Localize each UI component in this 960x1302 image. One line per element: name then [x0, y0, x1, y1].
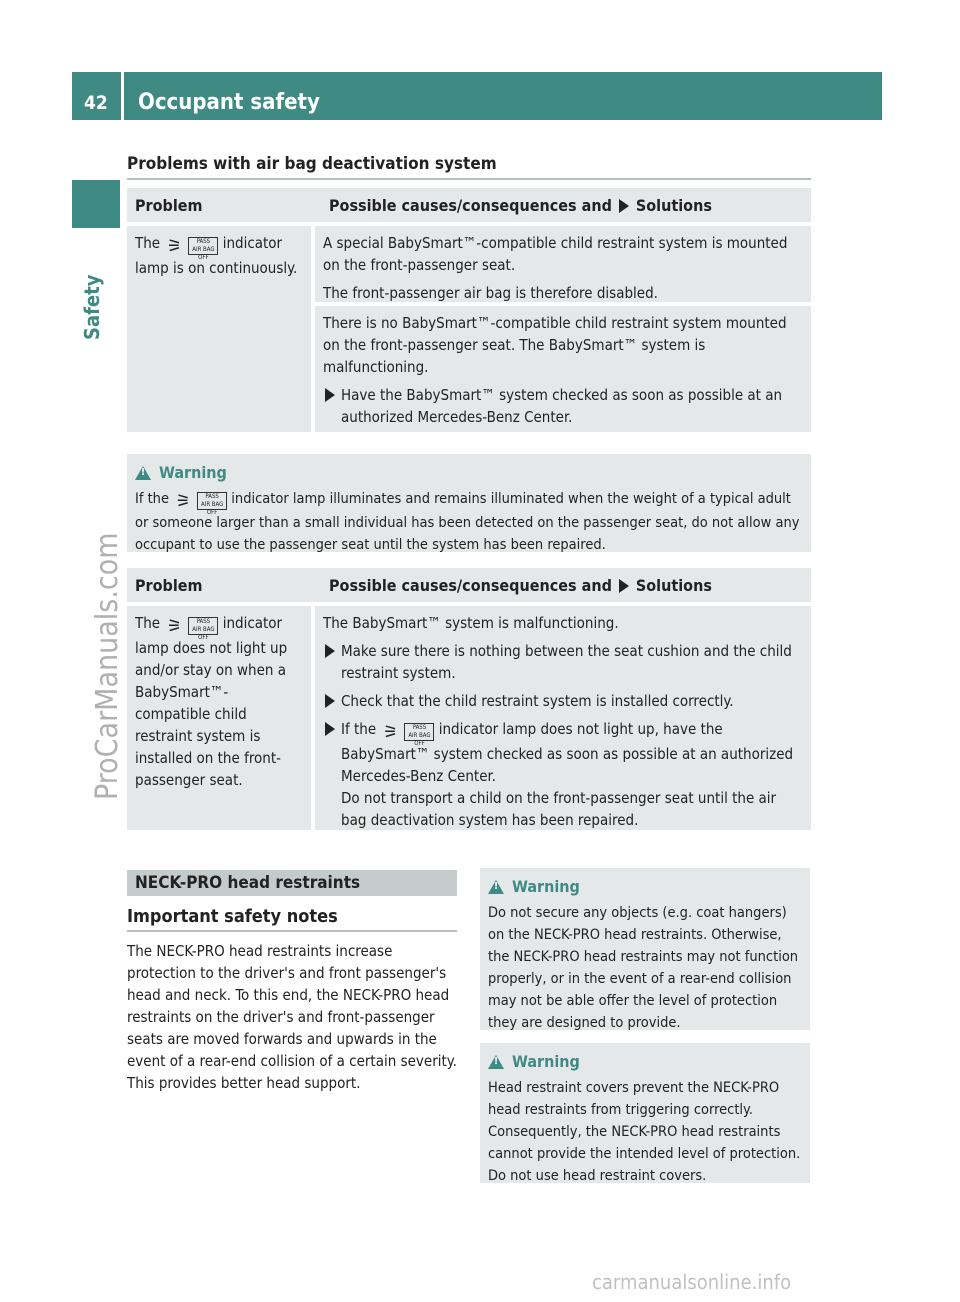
neck-pro-body: The NECK-PRO head restraints increase protection to the driver's and front passenger's head and neck. To this end, the NECK-PRO head restraints on the driver's and front-passenger seats are moved forwards and upwards in the event of a rear-end collision of a certain severity. This provides better head support.	[127, 942, 457, 1092]
problem-prefix: The	[135, 614, 161, 632]
cause-cell	[315, 606, 811, 830]
title-rule	[127, 178, 811, 180]
pass-airbag-off-icon	[188, 237, 218, 261]
airbag-line2: AIR BAG OFF	[192, 246, 215, 261]
warning-prefix: If the	[135, 491, 169, 507]
airbag-line1: PASS	[412, 724, 427, 731]
page-number: 42	[84, 92, 108, 114]
warning-triangle-icon	[488, 880, 504, 894]
airbag-line1: PASS	[196, 618, 211, 625]
child-seat-icon: ⚞	[175, 491, 191, 512]
warning-triangle-icon	[488, 1055, 504, 1069]
warning-text: Head restraint covers prevent the NECK-PRO head restraints from triggering correctly. Consequently, the NECK-PRO head restraints cannot provide the intended level of protection. Do not use head restraint covers.	[488, 1080, 801, 1184]
airbag-line2: AIR BAG OFF	[201, 501, 224, 516]
footer-watermark: carmanualsonline.info	[592, 1270, 792, 1294]
warning-title	[135, 462, 803, 484]
subheading-rule	[127, 930, 457, 932]
warning-triangle-icon	[135, 466, 151, 480]
child-seat-icon: ⚞	[383, 722, 398, 743]
solution-text	[341, 718, 803, 831]
col-header-prefix: Possible causes/consequences and	[329, 575, 612, 595]
solution-note: Do not transport a child on the front-passenger seat until the air bag deactivation system has been repaired.	[341, 789, 777, 829]
airbag-off-lamp-icon	[173, 491, 227, 516]
col-problem-header: Problem	[135, 195, 203, 215]
problem-suffix: indicator lamp is on continuously.	[135, 234, 298, 277]
airbag-line1: PASS	[205, 493, 219, 500]
col-solutions-header	[323, 196, 712, 215]
warning-title-text: Warning	[159, 463, 227, 482]
airbag-line2: AIR BAG OFF	[192, 626, 215, 641]
problem-cell	[127, 606, 311, 830]
col-solutions-header	[323, 576, 712, 595]
warning-title-text: Warning	[512, 1052, 580, 1071]
warning-box-3	[480, 1043, 810, 1183]
warning-text: Do not secure any objects (e.g. coat hangers) on the NECK-PRO head restraints. Otherwise, the NECK-PRO head restraints may not function properly, or in the event of a rear-end collision may not be able offer the level of protection they are designed to provide.	[488, 905, 799, 1031]
cause-cell-1	[315, 226, 811, 302]
warning-text	[135, 488, 803, 556]
solution-item	[323, 640, 803, 684]
problem-cell	[127, 226, 311, 432]
table-header	[127, 188, 811, 222]
bullet-arrow-icon	[325, 694, 335, 708]
cause1-consequence: The front-passenger air bag is therefore disabled.	[323, 284, 658, 302]
child-seat-icon: ⚞	[167, 236, 182, 257]
bullet-arrow-icon	[325, 644, 335, 658]
airbag-off-lamp-icon	[164, 616, 218, 641]
warning-title	[488, 876, 802, 898]
airbag-off-lamp-icon	[380, 722, 434, 747]
warning-title	[488, 1051, 802, 1073]
neck-pro-heading: NECK-PRO head restraints	[127, 870, 457, 896]
cause-cell-2	[315, 306, 811, 432]
airbag-line2: AIR BAG OFF	[408, 732, 431, 747]
play-arrow-icon	[619, 199, 629, 213]
side-watermark: ProCarManuals.com	[90, 532, 125, 800]
solution-prefix: If the	[341, 720, 377, 738]
cause1-text: A special BabySmart™-compatible child restraint system is mounted on the front-passenger seat.	[323, 234, 788, 274]
solution-item	[323, 384, 803, 428]
pass-airbag-off-icon	[404, 723, 434, 747]
bullet-arrow-icon	[325, 388, 335, 402]
solution-text: Make sure there is nothing between the seat cushion and the child restraint system.	[341, 642, 792, 682]
pass-airbag-off-icon	[197, 492, 227, 516]
bullet-arrow-icon	[325, 722, 335, 736]
warning-box-2	[480, 868, 810, 1030]
safety-notes-subheading: Important safety notes	[127, 906, 338, 927]
solution-suffix: indicator lamp does not light up, have the BabySmart™ system checked as soon as possible at an authorized Mercedes-Benz Center.	[341, 720, 794, 785]
solution-text: Have the BabySmart™ system checked as soon as possible at an authorized Mercedes-Benz Center.	[341, 386, 783, 426]
col-header-suffix: Solutions	[635, 575, 712, 595]
table-header	[127, 568, 811, 602]
problem-table-1	[127, 188, 811, 432]
col-header-prefix: Possible causes/consequences and	[329, 195, 612, 215]
problem-table-2	[127, 568, 811, 830]
airbag-off-lamp-icon	[164, 236, 218, 261]
solution-item	[323, 690, 803, 712]
solution-text: Check that the child restraint system is installed correctly.	[341, 692, 734, 710]
section-title: Problems with air bag deactivation system	[127, 154, 497, 174]
solution-item	[323, 718, 803, 831]
pass-airbag-off-icon	[188, 617, 218, 641]
airbag-line1: PASS	[196, 238, 211, 245]
cause2-text: There is no BabySmart™-compatible child restraint system mounted on the front-passenger seat. The BabySmart™ system is malfunctioning.	[323, 314, 787, 376]
section-tab-label: Safety	[80, 274, 104, 340]
play-arrow-icon	[619, 579, 629, 593]
warning-suffix: indicator lamp illuminates and remains illuminated when the weight of a typical adult or someone larger than a small individual has been detected on the passenger seat, do not allow any occupant to use the passenger seat until the system has been repaired.	[135, 491, 800, 553]
child-seat-icon: ⚞	[167, 616, 182, 637]
chapter-title: Occupant safety	[138, 90, 320, 115]
col-problem-header: Problem	[135, 575, 203, 595]
problem-prefix: The	[135, 234, 161, 252]
cause-text: The BabySmart™ system is malfunctioning.	[323, 614, 619, 632]
col-header-suffix: Solutions	[635, 195, 712, 215]
problem-suffix: indicator lamp does not light up and/or stay on when a BabySmart™-compatible child restraint system is installed on the front-passenger seat.	[135, 614, 288, 789]
warning-title-text: Warning	[512, 877, 580, 896]
warning-box-1	[127, 454, 811, 552]
